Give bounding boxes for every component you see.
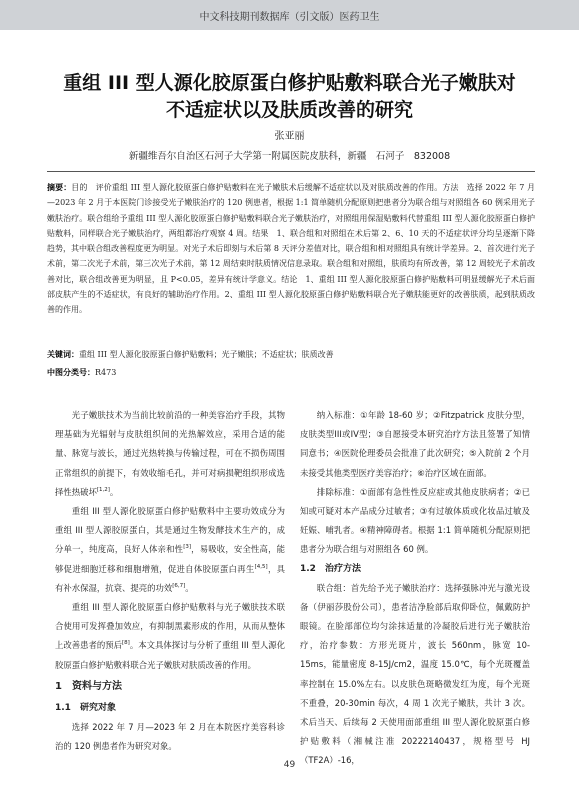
body-paragraph: 联合组：首先给予光子嫩肤治疗：选择强脉冲光与激光设备（伊丽莎股份公司），患者洁净脸部后取仰卧位，佩戴防护眼镜。在脸部部位均匀涂抹适量的冷凝胶后进行光子嫩肤治疗，治疗参数：方形光斑片，波长 560nm，脉宽 10-15ms，能量密度 8-15J/cm2，温度 15.0℃，每个光斑覆盖率控制在 15.0%左右。以皮肤色斑略微发红为度，每个光斑不重叠，20-30min 每次，4 周 1 次光子嫩肤，共计 3 次。术后当天、后续每 2 天使用面部重组 III 型人源化胶原蛋白修护贴敷料（湘械注准 20222140437，规格型号 HJ（TF2A）-16， [300,582,530,766]
citation: [1,2] [96,486,110,493]
subsection-heading: 1.1 研究对象 [55,702,116,713]
author-name: 张亚丽 [274,131,305,142]
page-number: 49 [283,760,296,770]
subsection-heading: 1.2 治疗方法 [300,563,361,574]
author-affiliation: 新疆维吾尔自治区石河子大学第一附属医院皮肤科，新疆 石河子 832008 [128,151,451,162]
clc-text: R473 [95,368,117,377]
keywords-label: 关键词： [47,350,79,359]
journal-header [0,0,579,30]
journal-header-text: 中文科技期刊数据库（引文版）医药卫生 [199,11,380,23]
paragraph-text: ，具有补水保湿，抗衰、提亮的功效 [55,563,286,593]
paragraph-text: 。本文具体探讨与分析了重组 III 型人源化胶原蛋白修护贴敷料联合光子嫩肤对肤质改善的作用。 [55,640,286,670]
body-paragraph [55,598,285,675]
paragraph-text: 。 [185,582,194,593]
keywords [47,348,535,362]
title-line-1: 重组 III 型人源化胶原蛋白修护贴敷料联合光子嫩肤对 [63,72,516,94]
body-paragraph [55,502,285,598]
citation: [3] [183,544,191,551]
paragraph-text: ，易吸收，安全性高，能够促进细胞迁移和细胞增殖，促进自体胶原蛋白再生 [55,544,286,574]
paragraph-text: 。 [109,486,119,497]
body-paragraph: 纳入标准：①年龄 18-60 岁；②Fitzpatrick 皮肤分型，皮肤类型III或IV型；③自愿接受本研究治疗方法且签署了知情同意书；④医院伦理委员会批准了此次研究；⑤入院前 2 个月未接受其他类型医疗美容治疗；⑥治疗区域在面部。 [300,410,530,478]
body-paragraph: 选择 2022 年 7 月—2023 年 2 月在本院医疗美容科诊治的 120 例患者作为研究对象。 [55,721,285,752]
citation: [8] [122,640,130,647]
abstract [47,180,535,318]
abstract-label: 摘要： [47,183,72,192]
title-line-2: 不适症状以及肤质改善的研究 [165,99,413,121]
citation: [4,5] [254,563,268,570]
article-title [30,70,549,124]
paragraph-text: 重组 III 型人源化胶原蛋白修护贴敷料中主要功效成分为重组 III 型人源胶原蛋白，其是通过生物发酵技术生产的，成分单一，纯度高，良好人体亲和性 [55,506,285,555]
body-paragraph [55,406,285,502]
section-heading: 1 资料与方法 [55,680,122,692]
abstract-text: 目的 评价重组 III 型人源化胶原蛋白修护贴敷料在光子嫩肤术后缓解不适症状以及对肤质改善的作用。方法 选择 2022 年 7 月—2023 年 2 月于本医院门诊接受光子嫩肤治疗的 120 例患者，根据 1:1 简单随机分配原则把患者分为联合组与对照组各 60 例采用光子嫩肤治疗。联合组给予重组 III 型人源化胶原蛋白修护贴敷料联合光子嫩肤治疗，对照组用保湿贴敷料代替重组 III 型人源化胶原蛋白修护贴敷料，同样联合光子嫩肤治疗，两组都治疗观察 4 周。结果 1、联合组和对照组在术后第 2、6、10 天的不适症状评分均呈逐渐下降趋势，其中联合组改善程度更为明显。对光子术后即刻与术后第 8 天评分差值对比，联合组和相对照组具有统计学差异。2、首次进行光子术前，第二次光子术前，第三次光子术前，第 12 周结束时肤质情况信息录取。联合组和对照组，肤质均有所改善，第 12 周较光子术前改善对比，联合组改善更为明显，且 P<0.05，差异有统计学意义。结论 1、重组 III 型人源化胶原蛋白修护贴敷料可明显缓解光子术后面部皮肤产生的不适症状，有良好的辅助治疗作用。2、重组 III 型人源化胶原蛋白修护贴敷料联合光子嫩肤能更好的改善肤质，起到肤质改善的作用。 [47,183,535,315]
keywords-text: 重组 III 型人源化胶原蛋白修护贴敷料；光子嫩肤；不适症状；肤质改善 [79,350,334,359]
body-right-column [300,406,530,771]
classification-number [47,366,535,380]
clc-label: 中图分类号： [47,368,95,377]
paragraph-text: 光子嫩肤技术为当前比较前沿的一种美容治疗手段，其物理基础为光辐射与皮肤组织间的光热解效应，采用合适的能量、脉宽与波长，通过光热转换与传输过程，可在不损伤周围正常组织的前提下，有效收缩毛孔，并可对病损靶组织形成选择性热破坏 [55,410,285,497]
paragraph-text: 重组 III 型人源化胶原蛋白修护贴敷料与光子嫩肤技术联合使用可发挥叠加效应，有抑制黑素形成的作用，从而从整体上改善患者的预后 [55,602,285,651]
divider [47,171,535,172]
body-left-column [55,406,285,756]
body-paragraph: 排除标准：①面部有急性性反应症或其他皮肤病者；②已知或可疑对本产品成分过敏者；③有过敏体质或化妆品过敏及妊娠、哺乳者。④精神障碍者。根据 1:1 简单随机分配原则把患者分为联合组与对照组各 60 例。 [300,486,530,555]
citation: [6,7] [172,582,186,589]
